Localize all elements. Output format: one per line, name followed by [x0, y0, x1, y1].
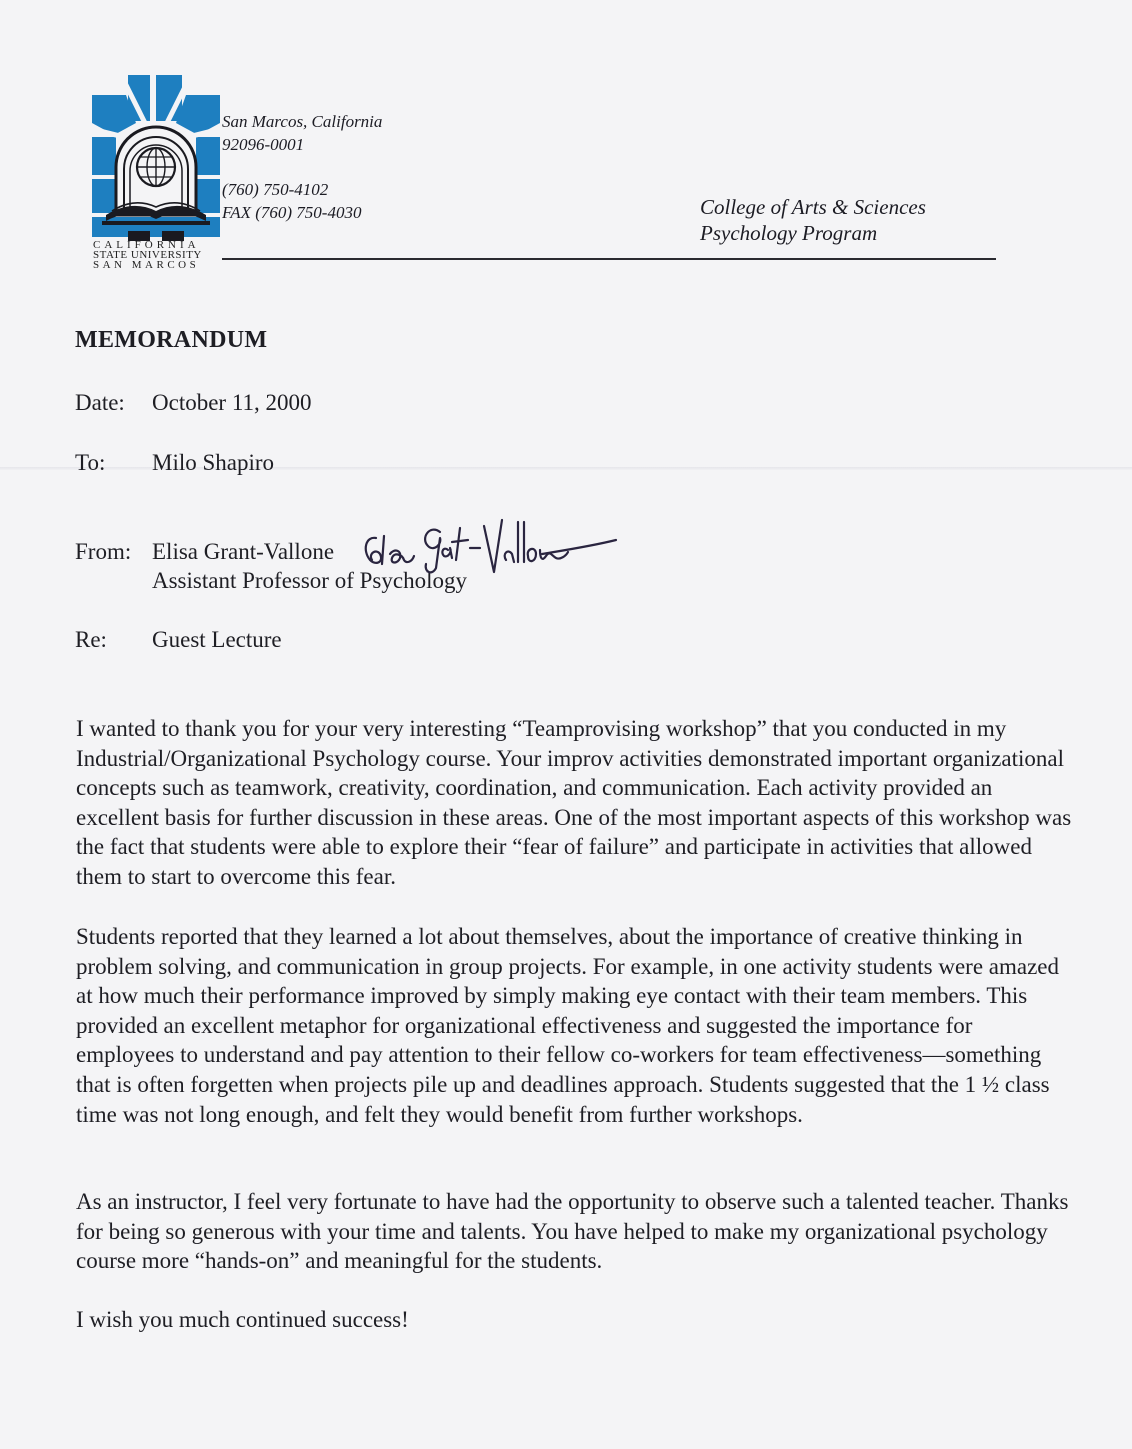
fax-number: FAX (760) 750-4030 — [222, 203, 362, 222]
university-logo-icon — [92, 75, 220, 241]
body-paragraph-2: Students reported that they learned a lot about themselves, about the importance of creative thinking in problem solving, and communication in group projects. For example, in one activity students were amazed at how much their performance improved by simply making eye contact with their team members. This provided an excellent metaphor for organizational effectiveness and suggested the importance for employees to understand and pay attention to their fellow co-workers for team effectiveness—something that is often forgetten when projects pile up and deadlines approach. Students suggested that the 1 ½ class time was not long enough, and felt they would benefit from further workshops. — [76, 924, 1060, 1127]
memo-title: MEMORANDUM — [75, 327, 268, 353]
address-city: San Marcos, California — [222, 112, 383, 131]
letterhead-rule — [222, 258, 996, 260]
handwritten-signature — [356, 510, 618, 580]
university-name-line-3: SAN MARCOS — [93, 259, 200, 271]
re-value: Guest Lecture — [152, 627, 282, 652]
date-label: Date: — [75, 390, 125, 415]
from-name: Elisa Grant-Vallone — [152, 539, 335, 564]
re-label: Re: — [75, 627, 107, 652]
body-paragraph-3: As an instructor, I feel very fortunate to have had the opportunity to observe such a talented teacher. Thanks for being so generous with your time and talents. You have helped to make my organizational psychology course more “hands-on” and meaningful for the students. — [76, 1189, 1069, 1274]
to-label: To: — [75, 450, 106, 475]
from-label: From: — [75, 539, 132, 564]
address-zip: 92096-0001 — [222, 135, 305, 154]
university-name-line-1: CALIFORNIA — [93, 239, 200, 251]
university-name-line-2: STATE UNIVERSITY — [93, 249, 202, 261]
university-name — [93, 240, 202, 270]
college-name: College of Arts & Sciences — [700, 195, 926, 219]
to-value: Milo Shapiro — [152, 450, 275, 475]
body-paragraph-1: I wanted to thank you for your very interesting “Teamprovising workshop” that you conducted in my Industrial/Organizational Psychology course. Your improv activities demonstrated important organizational concepts such as teamwork, creativity, coordination, and communication. Each activity provided an excellent basis for further discussion in these areas. One of the most important aspects of this workshop was the fact that students were able to explore their “fear of failure” and participate in activities that allowed them to start to overcome this fear. — [76, 716, 1072, 889]
phone-number: (760) 750-4102 — [222, 180, 329, 199]
date-value: October 11, 2000 — [152, 390, 312, 415]
body-paragraph-4: I wish you much continued success! — [76, 1307, 409, 1332]
program-name: Psychology Program — [700, 221, 878, 245]
from-title: Assistant Professor of Psychology — [152, 568, 467, 593]
